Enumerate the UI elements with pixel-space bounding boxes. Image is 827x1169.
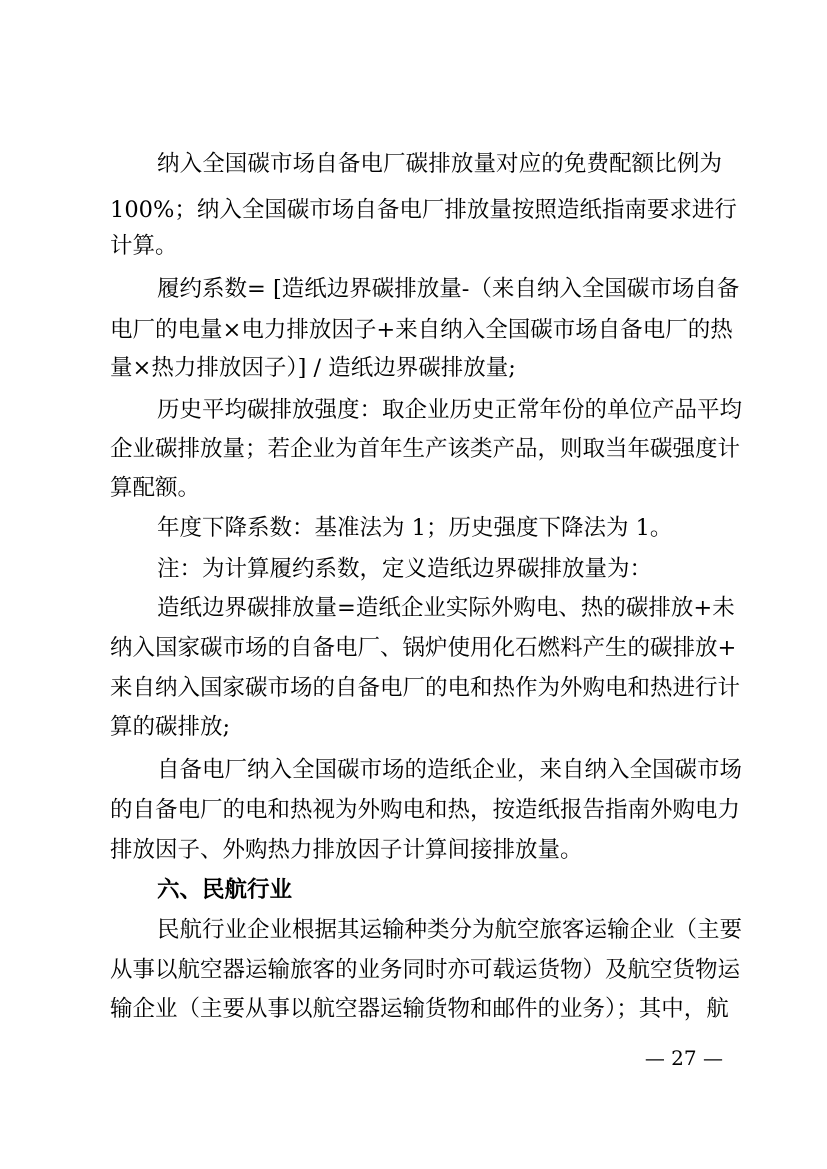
text-line: 100%；纳入全国碳市场自备电厂排放量按照造纸指南要求进行 [110, 197, 737, 223]
text-line: 排放因子、外购热力排放因子计算间接排放量。 [110, 837, 583, 863]
page-number: — 27 — [644, 1046, 723, 1070]
text-line: 的自备电厂的电和热视为外购电和热，按造纸报告指南外购电力 [110, 797, 741, 823]
text-line: 来自纳入国家碳市场的自备电厂的电和热作为外购电和热进行计 [110, 675, 741, 701]
text-line: 自备电厂纳入全国碳市场的造纸企业，来自纳入全国碳市场 [157, 757, 743, 783]
text-line: 历史平均碳排放强度：取企业历史正常年份的单位产品平均 [157, 397, 743, 423]
text-line: 纳入全国碳市场自备电厂碳排放量对应的免费配额比例为 [157, 151, 722, 177]
text-line: 企业碳排放量；若企业为首年生产该类产品，则取当年碳强度计 [110, 436, 741, 462]
text-line: 纳入国家碳市场的自备电厂、锅炉使用化石燃料产生的碳排放+ [110, 635, 737, 661]
text-line: 民航行业企业根据其运输种类分为航空旅客运输企业（主要 [157, 917, 743, 943]
text-line: 从事以航空器运输旅客的业务同时亦可载运货物）及航空货物运 [110, 957, 741, 983]
text-line: 输企业（主要从事以航空器运输货物和邮件的业务）；其中，航 [110, 996, 729, 1022]
text-line: 算配额。 [110, 475, 201, 501]
text-line: 注：为计算履约系数，定义造纸边界碳排放量为： [157, 556, 653, 582]
text-line: 算的碳排放; [110, 714, 231, 740]
text-line: 造纸边界碳排放量=造纸企业实际外购电、热的碳排放+未 [157, 595, 735, 621]
text-line: 量×热力排放因子）] / 造纸边界碳排放量; [110, 355, 516, 381]
text-line: 履约系数= [造纸边界碳排放量-（来自纳入全国碳市场自备 [157, 276, 740, 302]
text-line: 电厂的电量×电力排放因子+来自纳入全国碳市场自备电厂的热 [110, 317, 733, 343]
text-line: 年度下降系数：基准法为 1；历史强度下降法为 1。 [157, 515, 673, 541]
section-heading: 六、民航行业 [157, 877, 293, 903]
text-line: 计算。 [110, 233, 178, 259]
